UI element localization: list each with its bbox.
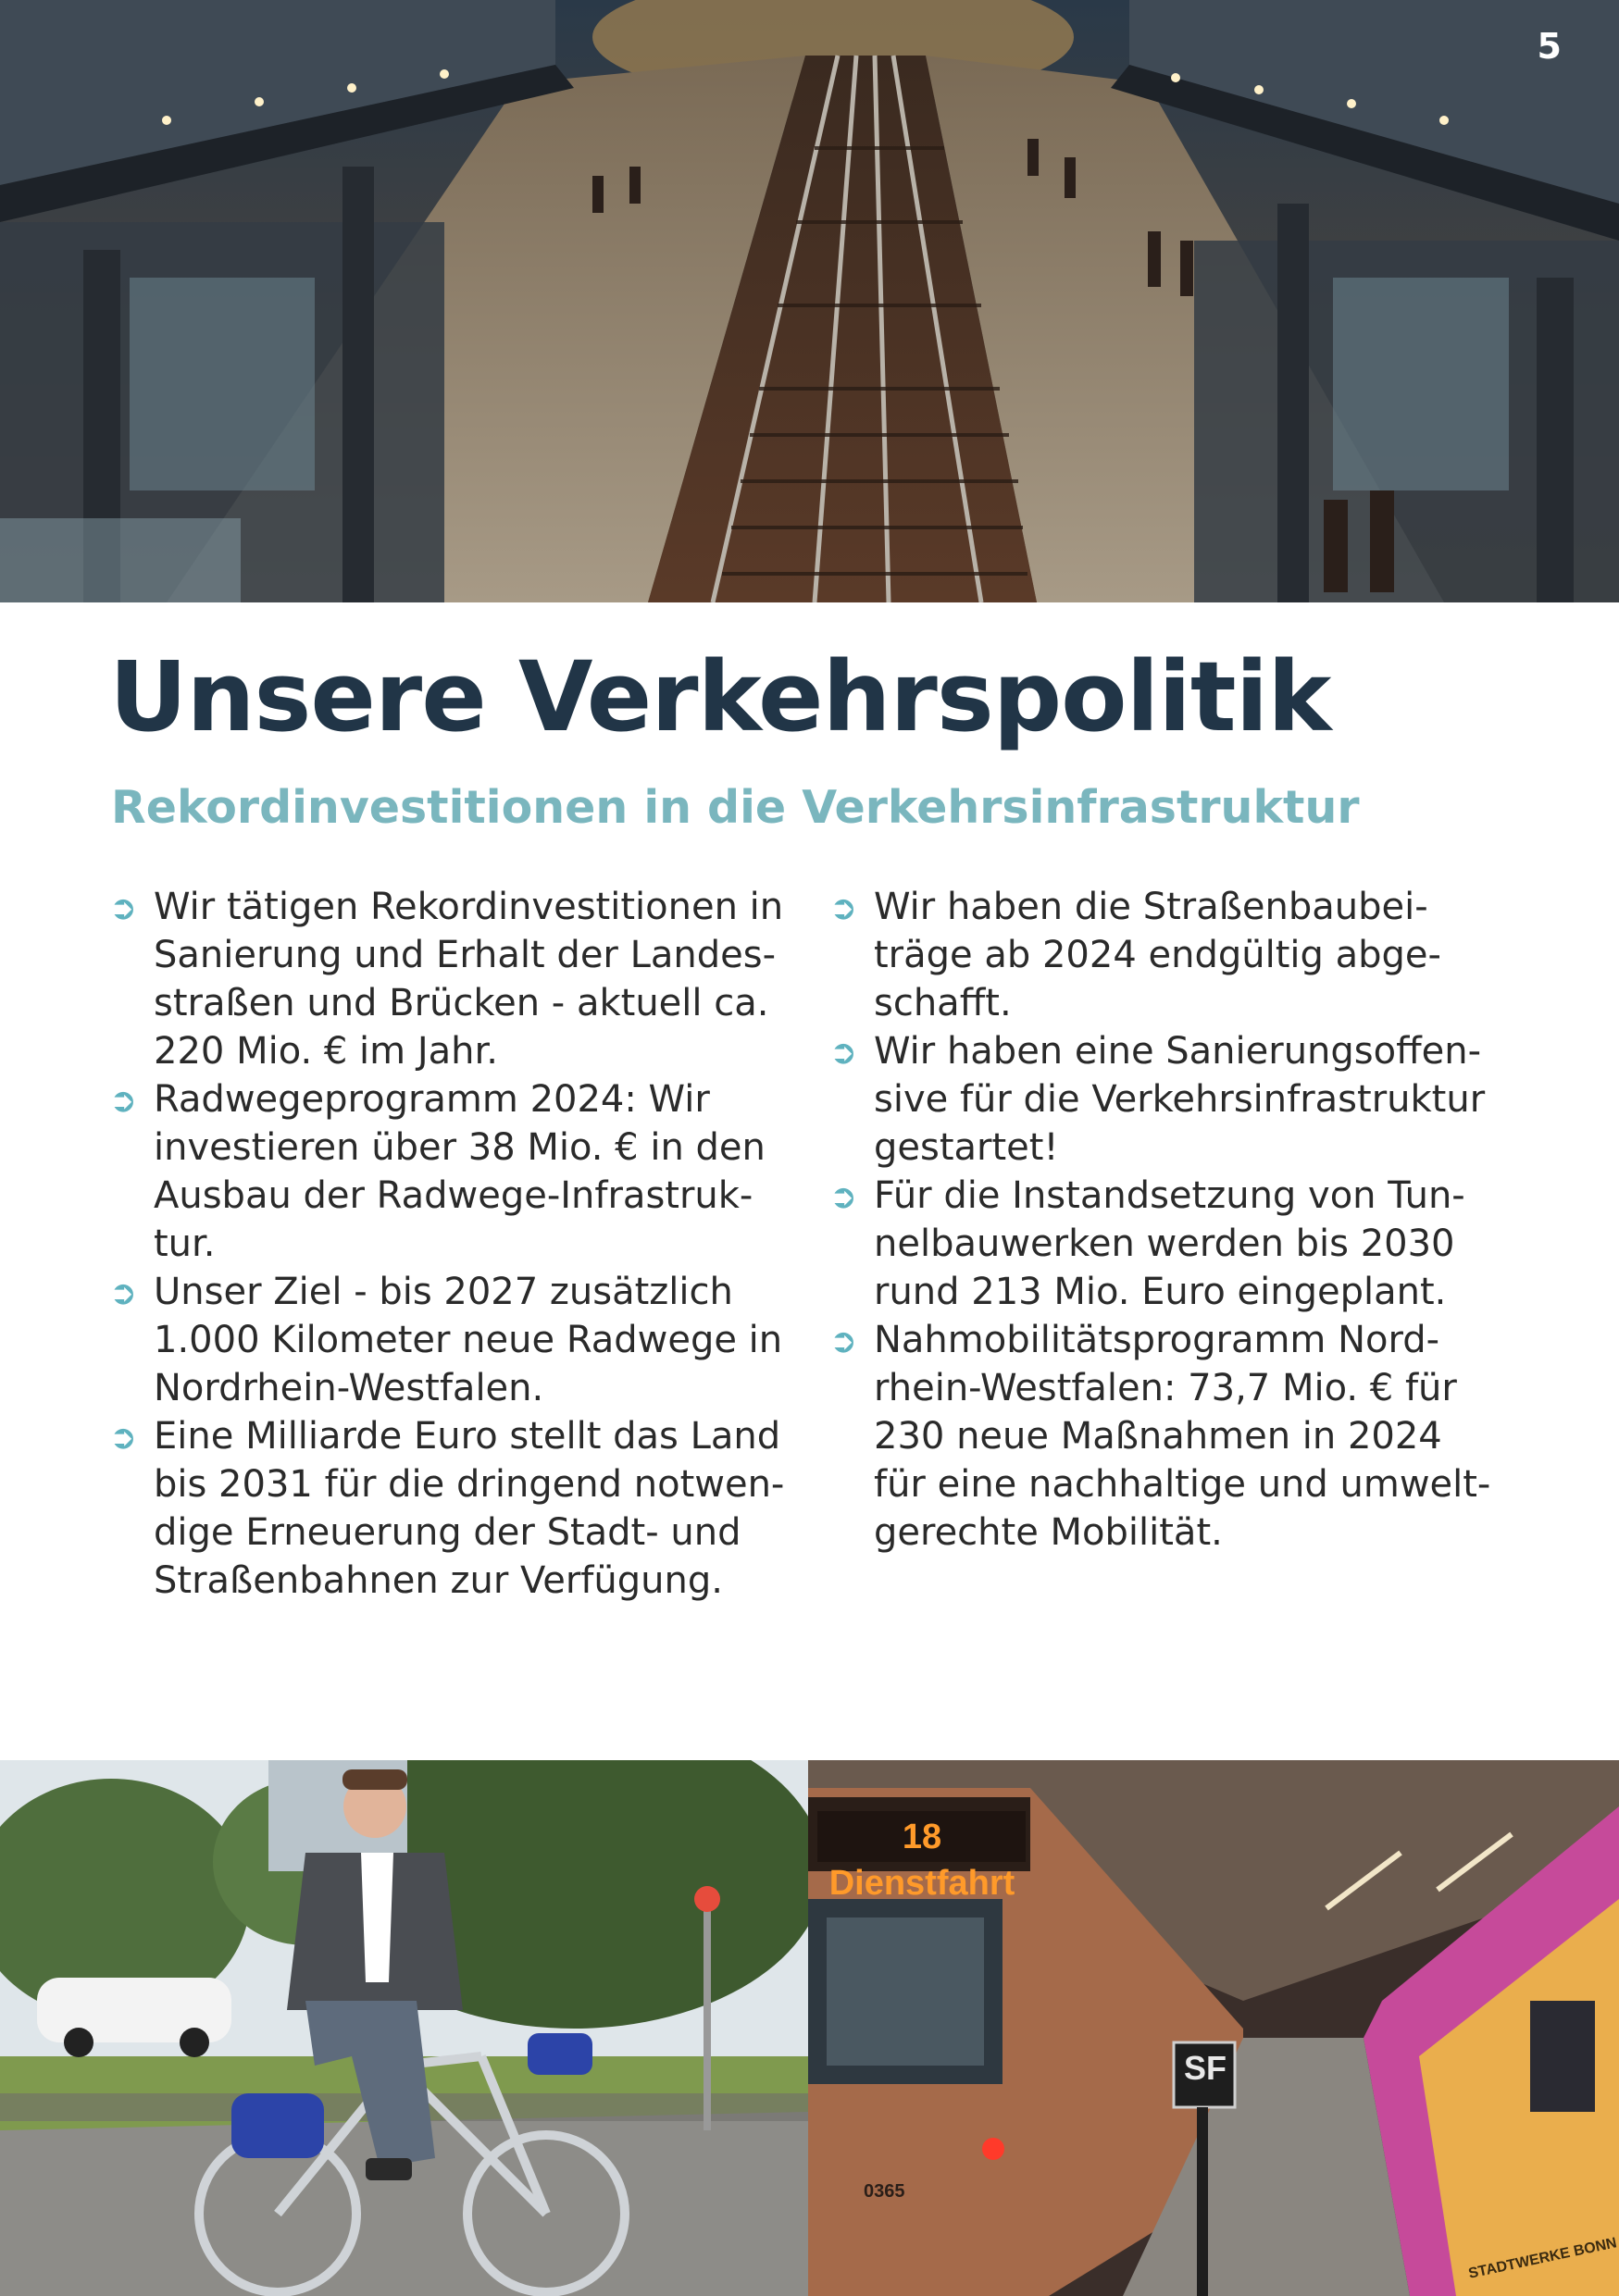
tram-destination-display: 18 Dienstfahrt bbox=[828, 1818, 1015, 1903]
bullet-item: ➲ Radwegeprogramm 2024: Wir investieren über 38 Mio. € in den Ausbau der Radwege-Infrastruk- tur. bbox=[109, 1078, 766, 1265]
tunnel-sign-label: SF bbox=[1183, 2049, 1227, 2087]
page-title: Unsere Verkehrspolitik bbox=[109, 640, 1331, 753]
arrow-right-icon: ➲ bbox=[829, 1178, 858, 1216]
left-bullet-list bbox=[109, 883, 813, 1605]
bullet-item: ➲ Wir haben eine Sanierungsoffen- sive für die Verkehrsinfrastruktur gestartet! bbox=[829, 1030, 1486, 1169]
arrow-right-icon: ➲ bbox=[109, 1082, 138, 1120]
arrow-right-icon: ➲ bbox=[829, 889, 858, 927]
bullet-item: ➲ Unser Ziel - bis 2027 zusätzlich 1.000 Kilometer neue Radwege in Nordrhein-Westfalen. bbox=[109, 1271, 783, 1409]
section-subtitle: Rekordinvestitionen in die Verkehrsinfrastruktur bbox=[111, 781, 1360, 834]
arrow-right-icon: ➲ bbox=[829, 1034, 858, 1072]
tram-operator-label: STADTWERKE BONN bbox=[1466, 2235, 1619, 2282]
arrow-right-icon: ➲ bbox=[109, 889, 138, 927]
bullet-item: ➲ Nahmobilitätsprogramm Nord- rhein-Westfalen: 73,7 Mio. € für 230 neue Maßnahmen in 2024 für eine nachhaltige und umwelt- gerechte Mobilität. bbox=[829, 1319, 1491, 1554]
photo-cyclist bbox=[0, 1760, 808, 2296]
bullet-item: ➲ Wir haben die Straßenbaubei- träge ab 2024 endgültig abge- schafft. bbox=[829, 886, 1441, 1024]
page-number: 5 bbox=[1537, 26, 1562, 67]
photo-tram-tunnel bbox=[808, 1760, 1619, 2296]
station-illustration bbox=[0, 0, 1619, 602]
arrow-right-icon: ➲ bbox=[109, 1419, 138, 1457]
arrow-right-icon: ➲ bbox=[109, 1274, 138, 1312]
right-bullet-list bbox=[829, 883, 1505, 1557]
cyclist-illustration bbox=[0, 1760, 808, 2296]
bullet-item: ➲ Eine Milliarde Euro stellt das Land bis 2031 für die dringend notwen- dige Erneuerung der Stadt- und Straßenbahnen zur Verfügung. bbox=[109, 1415, 785, 1602]
hero-photo-train-station bbox=[0, 0, 1619, 602]
bullet-item: ➲ Für die Instandsetzung von Tun- nelbauwerken werden bis 2030 rund 213 Mio. Euro eingeplant. bbox=[829, 1174, 1465, 1313]
tram-number: 0365 bbox=[864, 2181, 905, 2202]
arrow-right-icon: ➲ bbox=[829, 1322, 858, 1360]
bullet-item: ➲ Wir tätigen Rekordinvestitionen in Sanierung und Erhalt der Landes- straßen und Brücken - aktuell ca. 220 Mio. € im Jahr. bbox=[109, 886, 784, 1073]
